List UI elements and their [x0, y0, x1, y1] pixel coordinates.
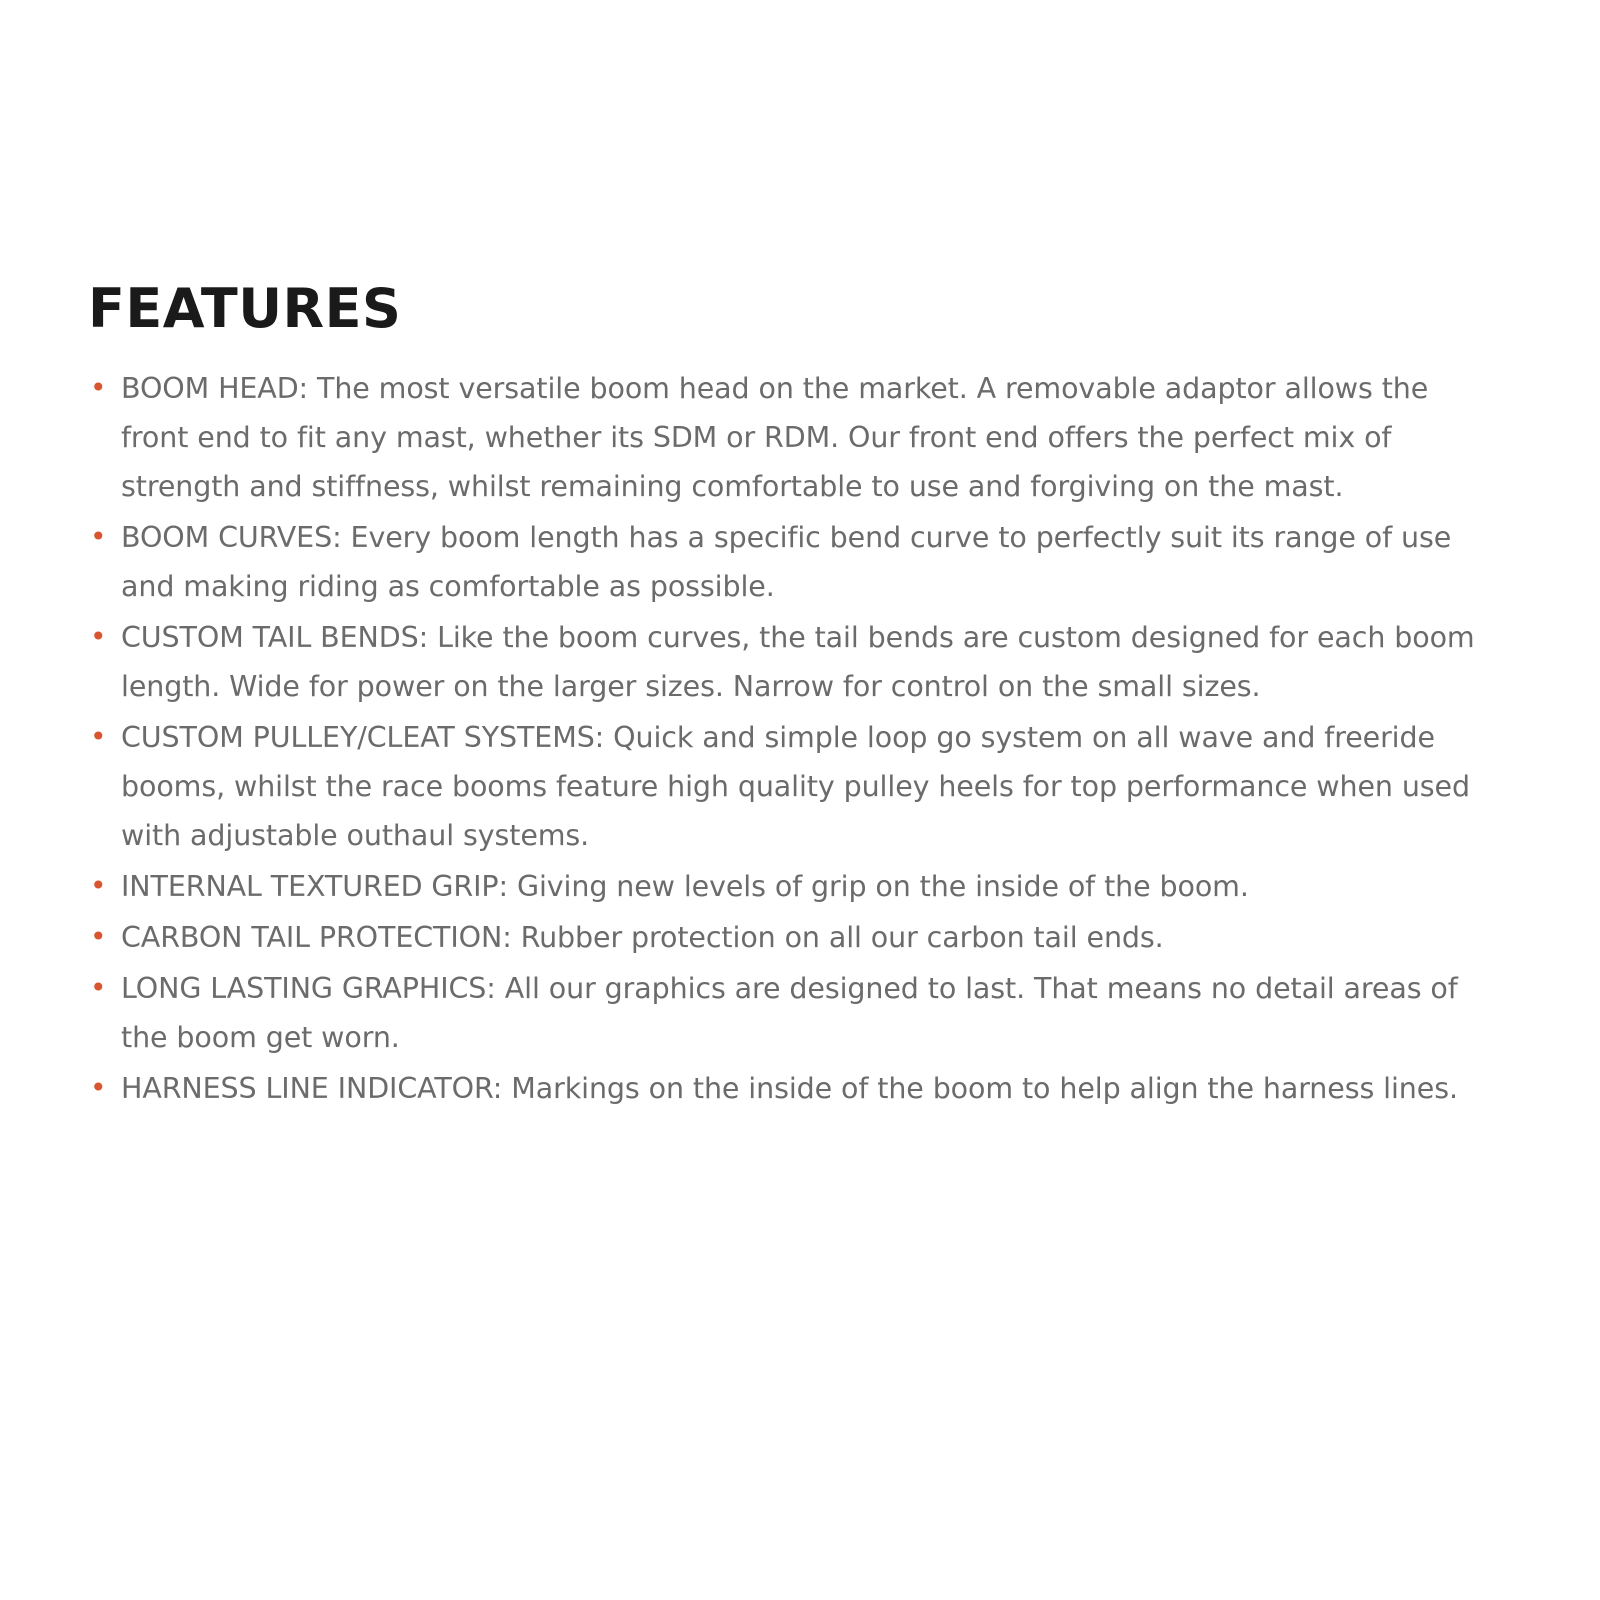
list-item: [88, 513, 1490, 611]
feature-text: Every boom length has a specific bend curve to perfectly suit its range of use and making riding as comfortable as possible.: [121, 521, 1452, 604]
feature-text: The most versatile boom head on the market. A removable adaptor allows the front end to fit any mast, whether its SDM or RDM. Our front end offers the perfect mix of strength and stiffness, whilst remaining comfortable to use and forgiving on the mast.: [121, 372, 1429, 504]
bullet-icon: •: [90, 371, 107, 404]
feature-label: CUSTOM PULLEY/CLEAT SYSTEMS:: [121, 721, 605, 755]
feature-label: LONG LASTING GRAPHICS:: [121, 972, 496, 1006]
feature-label: CARBON TAIL PROTECTION:: [121, 921, 512, 955]
feature-text: Markings on the inside of the boom to help align the harness lines.: [502, 1072, 1458, 1106]
list-item: [88, 613, 1490, 711]
bullet-icon: •: [90, 520, 107, 554]
features-list: [88, 364, 1490, 1113]
feature-text: Quick and simple loop go system on all wave and freeride booms, whilst the race booms feature high quality pulley heels for top performance when used with adjustable outhaul systems.: [121, 721, 1470, 853]
page-title: FEATURES: [88, 277, 402, 340]
feature-text: Giving new levels of grip on the inside of the boom.: [508, 870, 1249, 904]
bullet-icon: •: [90, 620, 107, 654]
feature-label: CUSTOM TAIL BENDS:: [121, 621, 429, 655]
list-item: [88, 964, 1490, 1062]
feature-text: All our graphics are designed to last. That means no detail areas of the boom get worn.: [121, 972, 1458, 1055]
list-item: [88, 862, 1490, 911]
feature-text: Like the boom curves, the tail bends are custom designed for each boom length. Wide for power on the larger sizes. Narrow for control on the small sizes.: [121, 621, 1475, 704]
list-item: [88, 364, 1490, 511]
bullet-icon: •: [90, 920, 107, 954]
bullet-icon: •: [90, 720, 107, 754]
bullet-icon: •: [90, 869, 107, 903]
list-item: [88, 713, 1490, 860]
bullet-icon: •: [90, 971, 107, 1005]
feature-label: BOOM HEAD:: [121, 372, 309, 405]
feature-label: BOOM CURVES:: [121, 521, 342, 555]
list-item: [88, 913, 1490, 962]
bullet-icon: •: [90, 1071, 107, 1105]
feature-text: Rubber protection on all our carbon tail ends.: [511, 921, 1164, 955]
feature-label: HARNESS LINE INDICATOR:: [121, 1072, 503, 1106]
list-item: [88, 1064, 1490, 1113]
feature-label: INTERNAL TEXTURED GRIP:: [121, 870, 509, 904]
